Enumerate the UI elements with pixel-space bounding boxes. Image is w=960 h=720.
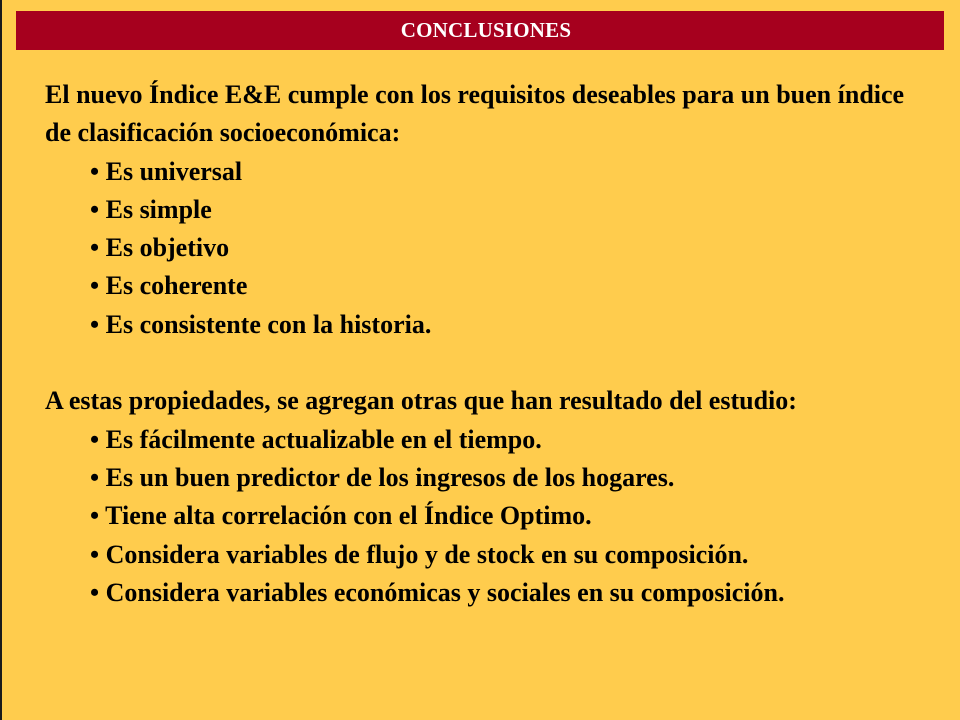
bullet-item: • Es universal — [90, 156, 243, 186]
bullet-item: • Considera variables económicas y sociales en su composición. — [90, 577, 785, 607]
bullet-item: • Es consistente con la historia. — [90, 309, 432, 339]
bullet-item: • Considera variables de flujo y de stock en su composición. — [90, 539, 749, 569]
bullet-item: • Es simple — [90, 194, 212, 224]
section2-intro: A estas propiedades, se agregan otras que han resultado del estudio: — [45, 386, 797, 416]
page-title: CONCLUSIONES — [400, 18, 572, 42]
section1-bullet-list — [45, 153, 935, 344]
bullet-item: • Es un buen predictor de los ingresos de los hogares. — [90, 462, 675, 492]
section2-bullet-list — [45, 421, 935, 612]
title-bar — [16, 11, 944, 50]
bullet-item: • Es objetivo — [90, 233, 230, 263]
bullet-item: • Tiene alta correlación con el Índice Optimo. — [90, 501, 592, 531]
bullet-item: • Es coherente — [90, 271, 248, 301]
section-spacer — [45, 344, 935, 382]
bullet-item: • Es fácilmente actualizable en el tiempo. — [90, 424, 542, 454]
slide-body — [45, 76, 935, 612]
left-border-line — [0, 0, 2, 720]
section1-intro: El nuevo Índice E&E cumple con los requisitos deseables para un buen índice de clasificación socioeconómica: — [45, 80, 905, 148]
